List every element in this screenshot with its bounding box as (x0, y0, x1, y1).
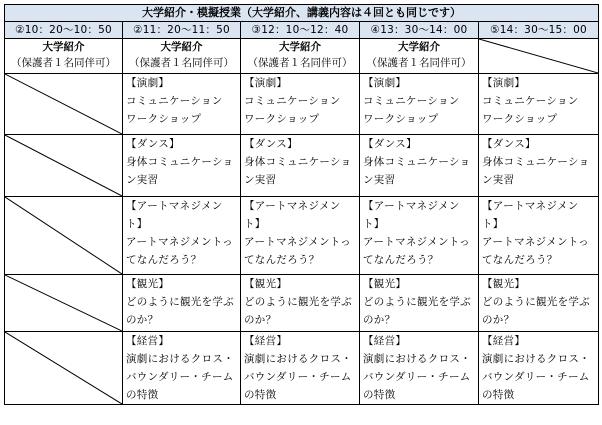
lesson-line: ン実習 (244, 174, 277, 186)
empty-slot-cell (5, 332, 123, 405)
lesson-line: アートマネジメントっ (363, 236, 470, 248)
lesson-category: 【演劇】 (244, 77, 288, 89)
lesson-line: 演劇におけるクロス・ (482, 353, 590, 365)
slot-header-3: ③12：10〜12：40 (241, 22, 360, 39)
lesson-category: 【観光】 (126, 278, 170, 290)
lesson-line: ワークショップ (244, 113, 320, 125)
lesson-line: のか？ (363, 314, 396, 326)
lesson-line: てなんだろう？ (126, 254, 202, 266)
slot-header-2: ②11：20〜11：50 (123, 22, 241, 39)
lesson-line: ワークショップ (482, 113, 558, 125)
lesson-category: 【ダンス】 (363, 138, 417, 150)
intro-title: 大学紹介 (398, 41, 440, 53)
lesson-line: どのように観光を学ぶ (126, 296, 234, 308)
lesson-cell (479, 332, 599, 405)
lesson-line: バウンダリー・チーム (244, 371, 352, 383)
lesson-line: バウンダリー・チーム (363, 371, 471, 383)
intro-cell-2 (123, 39, 241, 74)
lesson-category: 【演劇】 (363, 77, 407, 89)
slot-header-5: ⑤14：30〜15：00 (479, 22, 599, 39)
lesson-line: てなんだろう？ (244, 254, 320, 266)
lesson-cell (123, 135, 241, 197)
lesson-line: コミュニケーション (363, 95, 460, 107)
lesson-row (5, 332, 599, 405)
lesson-cell (241, 332, 360, 405)
lesson-category: 【観光】 (363, 278, 407, 290)
intro-note: （保護者１名同伴可） (129, 57, 234, 69)
lesson-cell (360, 197, 479, 275)
lesson-line: のか？ (126, 314, 159, 326)
lesson-line: アートマネジメントっ (244, 236, 351, 248)
intro-note: （保護者１名同伴可） (11, 57, 116, 69)
lesson-line: コミュニケーション (244, 95, 341, 107)
lesson-category: 【ダンス】 (126, 138, 180, 150)
empty-slot-cell (479, 39, 599, 74)
lesson-cell (241, 275, 360, 332)
lesson-cell (360, 332, 479, 405)
lesson-line: 身体コミュニケーショ (482, 156, 590, 168)
intro-cell-4 (360, 39, 479, 74)
lesson-category: 【ダンス】 (482, 138, 536, 150)
intro-title: 大学紹介 (42, 41, 85, 53)
lesson-cell (241, 74, 360, 135)
lesson-line: のか？ (244, 314, 277, 326)
lesson-cell (479, 74, 599, 135)
diagonal-line-icon (479, 39, 598, 73)
lesson-line: ン実習 (482, 174, 515, 186)
lesson-line: 演劇におけるクロス・ (363, 353, 471, 365)
lesson-category: 【アートマネジメン (244, 200, 341, 212)
lesson-category: 【演劇】 (482, 77, 526, 89)
diagonal-line-icon (5, 332, 122, 404)
lesson-line: ト】 (482, 218, 504, 230)
lesson-cell (241, 135, 360, 197)
lesson-line: コミュニケーション (126, 95, 223, 107)
lesson-cell (360, 74, 479, 135)
diagonal-line-icon (5, 135, 122, 196)
lesson-line: アートマネジメントっ (482, 236, 589, 248)
lesson-category: 【アートマネジメン (363, 200, 460, 212)
lesson-row (5, 275, 599, 332)
lesson-line: ト】 (363, 218, 385, 230)
lesson-category: 【観光】 (244, 278, 288, 290)
intro-note: （保護者１名同伴可） (247, 57, 353, 69)
lesson-line: 演劇におけるクロス・ (244, 353, 352, 365)
lesson-line: 身体コミュニケーショ (363, 156, 471, 168)
lesson-category: 【経営】 (126, 335, 170, 347)
lesson-line: ト】 (244, 218, 266, 230)
lesson-category: 【経営】 (363, 335, 407, 347)
lesson-category: 【ダンス】 (244, 138, 298, 150)
lesson-row (5, 74, 599, 135)
lesson-cell (360, 135, 479, 197)
lesson-category: 【演劇】 (126, 77, 170, 89)
lesson-row (5, 135, 599, 197)
lesson-line: てなんだろう？ (363, 254, 439, 266)
empty-slot-cell (5, 197, 123, 275)
empty-slot-cell (5, 135, 123, 197)
lesson-cell (479, 135, 599, 197)
lesson-line: の特徴 (482, 389, 515, 401)
lesson-line: ワークショップ (126, 113, 202, 125)
diagonal-line-icon (5, 275, 122, 331)
lesson-cell (479, 197, 599, 275)
lesson-line: ト】 (126, 218, 148, 230)
lesson-cell (479, 275, 599, 332)
lesson-line: の特徴 (244, 389, 277, 401)
lesson-line: ン実習 (363, 174, 396, 186)
lesson-line: ワークショップ (363, 113, 439, 125)
diagonal-line-icon (5, 74, 122, 134)
lesson-line: ン実習 (126, 174, 159, 186)
intro-title: 大学紹介 (279, 41, 321, 53)
lesson-line: の特徴 (126, 389, 159, 401)
lesson-line: バウンダリー・チーム (482, 371, 590, 383)
schedule-table (4, 4, 599, 405)
lesson-cell (123, 197, 241, 275)
lesson-cell (123, 332, 241, 405)
diagonal-line-icon (5, 197, 122, 274)
lesson-line: 身体コミュニケーショ (126, 156, 234, 168)
lesson-line: どのように観光を学ぶ (244, 296, 352, 308)
intro-title: 大学紹介 (160, 41, 203, 53)
lesson-cell (360, 275, 479, 332)
intro-note: （保護者１名同伴可） (366, 57, 472, 69)
slot-header-1: ②10：20〜10：50 (5, 22, 123, 39)
lesson-line: のか？ (482, 314, 515, 326)
lesson-line: 演劇におけるクロス・ (126, 353, 234, 365)
lesson-line: アートマネジメントっ (126, 236, 233, 248)
lesson-line: 身体コミュニケーショ (244, 156, 352, 168)
lesson-line: コミュニケーション (482, 95, 579, 107)
intro-cell-1 (5, 39, 123, 74)
lesson-cell (241, 197, 360, 275)
empty-slot-cell (5, 275, 123, 332)
lesson-line: どのように観光を学ぶ (482, 296, 590, 308)
table-title: 大学紹介・模擬授業（大学紹介、講義内容は４回とも同じです） (5, 5, 599, 22)
lesson-line: どのように観光を学ぶ (363, 296, 471, 308)
lesson-line: てなんだろう？ (482, 254, 558, 266)
empty-slot-cell (5, 74, 123, 135)
lesson-cell (123, 74, 241, 135)
intro-cell-3 (241, 39, 360, 74)
slot-header-4: ④13：30〜14：00 (360, 22, 479, 39)
lesson-line: バウンダリー・チーム (126, 371, 234, 383)
lesson-category: 【経営】 (244, 335, 288, 347)
lesson-category: 【観光】 (482, 278, 526, 290)
lesson-line: の特徴 (363, 389, 396, 401)
lesson-category: 【経営】 (482, 335, 526, 347)
lesson-category: 【アートマネジメン (482, 200, 579, 212)
lesson-cell (123, 275, 241, 332)
lesson-row (5, 197, 599, 275)
lesson-category: 【アートマネジメン (126, 200, 223, 212)
